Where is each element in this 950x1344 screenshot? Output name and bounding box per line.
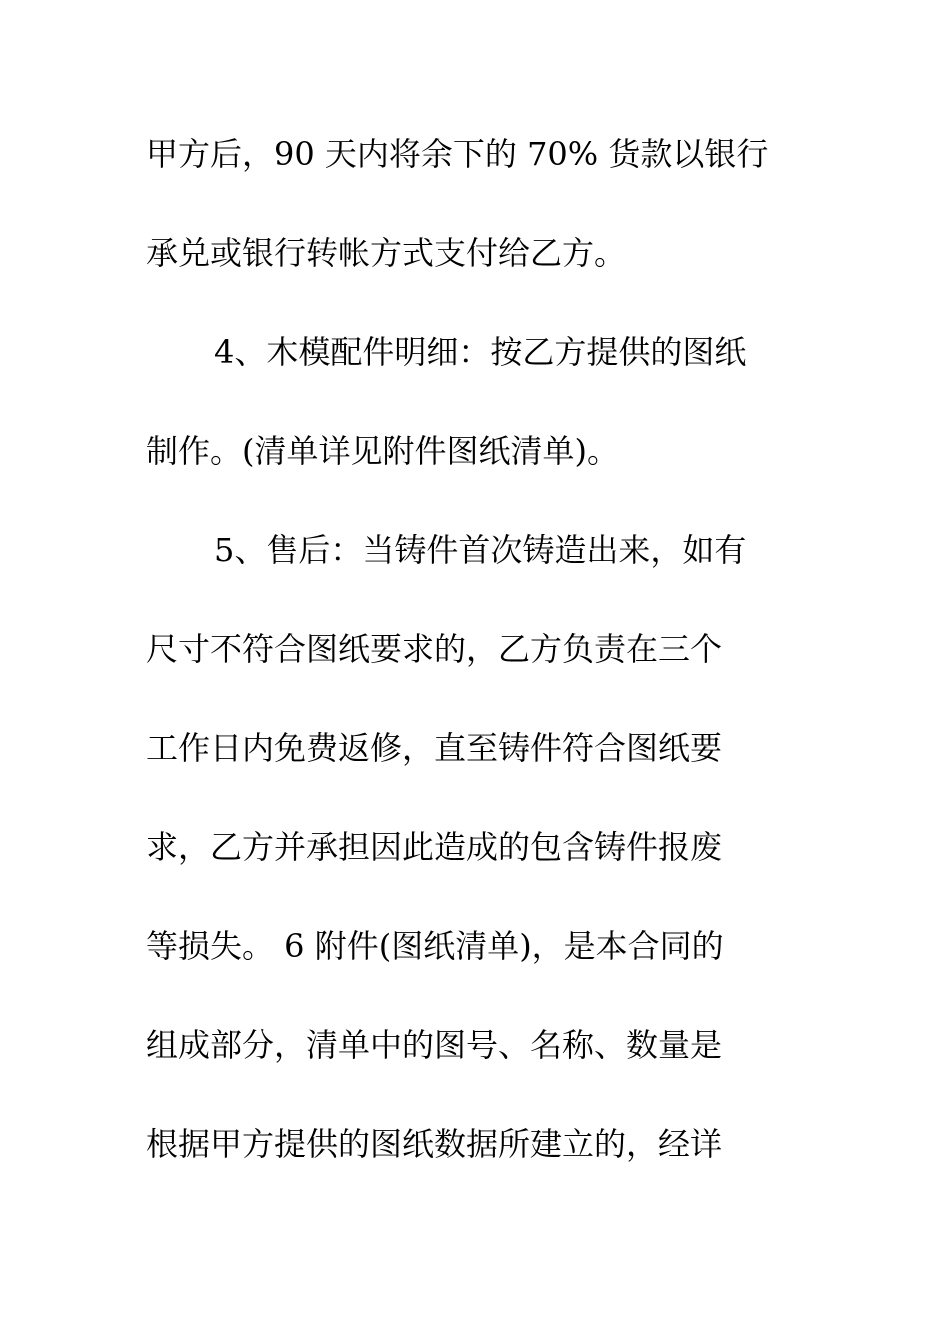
text-line-10: 组成部分，清单中的图号、名称、数量是 xyxy=(146,1026,723,1064)
text-line-5-clause-5: 5、售后：当铸件首次铸造出来，如有 xyxy=(214,531,747,569)
text-line-7: 工作日内免费返修，直至铸件符合图纸要 xyxy=(146,729,723,767)
contract-text-body xyxy=(146,123,806,1212)
text-line-9: 等损失。 6 附件(图纸清单)，是本合同的 xyxy=(146,927,724,965)
text-line-1: 甲方后，90 天内将余下的 70% 货款以银行 xyxy=(146,135,769,173)
text-line-8: 求，乙方并承担因此造成的包含铸件报废 xyxy=(146,828,723,866)
text-line-11: 根据甲方提供的图纸数据所建立的，经详 xyxy=(146,1125,723,1163)
text-line-2: 承兑或银行转帐方式支付给乙方。 xyxy=(146,234,627,272)
text-line-6: 尺寸不符合图纸要求的，乙方负责在三个 xyxy=(146,630,723,668)
text-line-4: 制作。(清单详见附件图纸清单)。 xyxy=(146,432,619,470)
text-line-3-clause-4: 4、木模配件明细：按乙方提供的图纸 xyxy=(214,333,747,371)
